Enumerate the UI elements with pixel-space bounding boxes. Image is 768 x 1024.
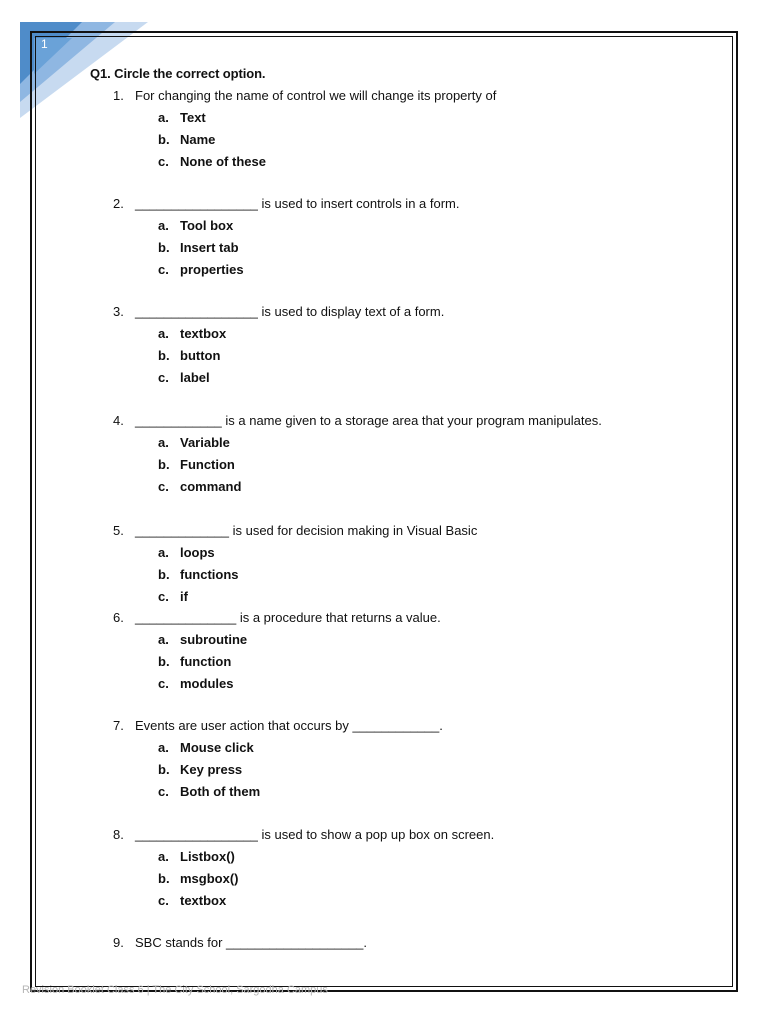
answer-option [0, 218, 720, 236]
question-number: 3. [113, 304, 124, 319]
answer-option [0, 154, 720, 172]
option-text: Listbox() [180, 849, 235, 864]
option-letter: b. [158, 762, 170, 777]
option-letter: b. [158, 457, 170, 472]
page-number: 1 [41, 37, 48, 51]
answer-option [0, 567, 720, 585]
answer-option [0, 740, 720, 758]
option-letter: a. [158, 435, 169, 450]
option-letter: c. [158, 589, 169, 604]
option-letter: c. [158, 479, 169, 494]
question-text: For changing the name of control we will change its property of [135, 88, 497, 103]
question-text: _________________ is used to display text of a form. [135, 304, 445, 319]
option-text: Both of them [180, 784, 261, 799]
answer-option [0, 871, 720, 889]
section-title: Q1. Circle the correct option. [90, 66, 266, 81]
question-number: 8. [113, 827, 124, 842]
answer-option [0, 110, 720, 128]
question-line [0, 523, 720, 541]
answer-option [0, 435, 720, 453]
question-number: 4. [113, 413, 124, 428]
option-letter: c. [158, 262, 169, 277]
option-text: None of these [180, 154, 266, 169]
answer-option [0, 784, 720, 802]
answer-option [0, 632, 720, 650]
option-text: Insert tab [180, 240, 239, 255]
question-number: 5. [113, 523, 124, 538]
option-text: properties [180, 262, 244, 277]
option-text: textbox [180, 893, 227, 908]
option-text: loops [180, 545, 215, 560]
question-number: 6. [113, 610, 124, 625]
question-line [0, 88, 720, 106]
option-letter: c. [158, 154, 169, 169]
option-text: functions [180, 567, 239, 582]
question-number: 9. [113, 935, 124, 950]
question-text: _________________ is used to show a pop up box on screen. [135, 827, 495, 842]
option-text: function [180, 654, 232, 669]
option-letter: a. [158, 110, 169, 125]
option-text: Mouse click [180, 740, 254, 755]
answer-option [0, 676, 720, 694]
answer-option [0, 589, 720, 607]
option-text: Key press [180, 762, 243, 777]
question-number: 1. [113, 88, 124, 103]
answer-option [0, 132, 720, 150]
question-text: ______________ is a procedure that returns a value. [135, 610, 441, 625]
question-text: SBC stands for ___________________. [135, 935, 368, 950]
question-number: 7. [113, 718, 124, 733]
answer-option [0, 348, 720, 366]
page-footer: Revision Booklet Class 6 | The City School, Sargodha Campus [22, 984, 328, 996]
option-letter: b. [158, 871, 170, 886]
answer-option [0, 326, 720, 344]
question-text: Events are user action that occurs by ____________. [135, 718, 443, 733]
option-text: label [180, 370, 210, 385]
question-line [0, 413, 720, 431]
question-text: _________________ is used to insert controls in a form. [135, 196, 460, 211]
answer-option [0, 370, 720, 388]
question-line [0, 935, 720, 953]
option-letter: a. [158, 632, 169, 647]
option-letter: b. [158, 348, 170, 363]
option-letter: a. [158, 740, 169, 755]
option-letter: b. [158, 240, 170, 255]
option-letter: c. [158, 370, 169, 385]
question-line [0, 827, 720, 845]
question-line [0, 304, 720, 322]
option-text: subroutine [180, 632, 248, 647]
option-letter: c. [158, 893, 169, 908]
question-line [0, 610, 720, 628]
answer-option [0, 762, 720, 780]
option-text: Name [180, 132, 216, 147]
option-letter: b. [158, 654, 170, 669]
option-text: msgbox() [180, 871, 239, 886]
question-line [0, 196, 720, 214]
option-letter: a. [158, 545, 169, 560]
answer-option [0, 893, 720, 911]
question-text: ____________ is a name given to a storage area that your program manipulates. [135, 413, 602, 428]
answer-option [0, 654, 720, 672]
answer-option [0, 457, 720, 475]
option-text: button [180, 348, 221, 363]
question-line [0, 718, 720, 736]
option-text: command [180, 479, 242, 494]
question-number: 2. [113, 196, 124, 211]
option-text: modules [180, 676, 234, 691]
option-text: Text [180, 110, 206, 125]
answer-option [0, 262, 720, 280]
option-text: Function [180, 457, 235, 472]
answer-option [0, 545, 720, 563]
option-letter: b. [158, 567, 170, 582]
option-text: Tool box [180, 218, 234, 233]
answer-option [0, 849, 720, 867]
option-letter: c. [158, 784, 169, 799]
option-letter: a. [158, 218, 169, 233]
option-letter: b. [158, 132, 170, 147]
option-letter: a. [158, 326, 169, 341]
option-letter: c. [158, 676, 169, 691]
option-text: textbox [180, 326, 227, 341]
option-letter: a. [158, 849, 169, 864]
option-text: Variable [180, 435, 230, 450]
question-text: _____________ is used for decision making in Visual Basic [135, 523, 478, 538]
answer-option [0, 479, 720, 497]
option-text: if [180, 589, 188, 604]
answer-option [0, 240, 720, 258]
